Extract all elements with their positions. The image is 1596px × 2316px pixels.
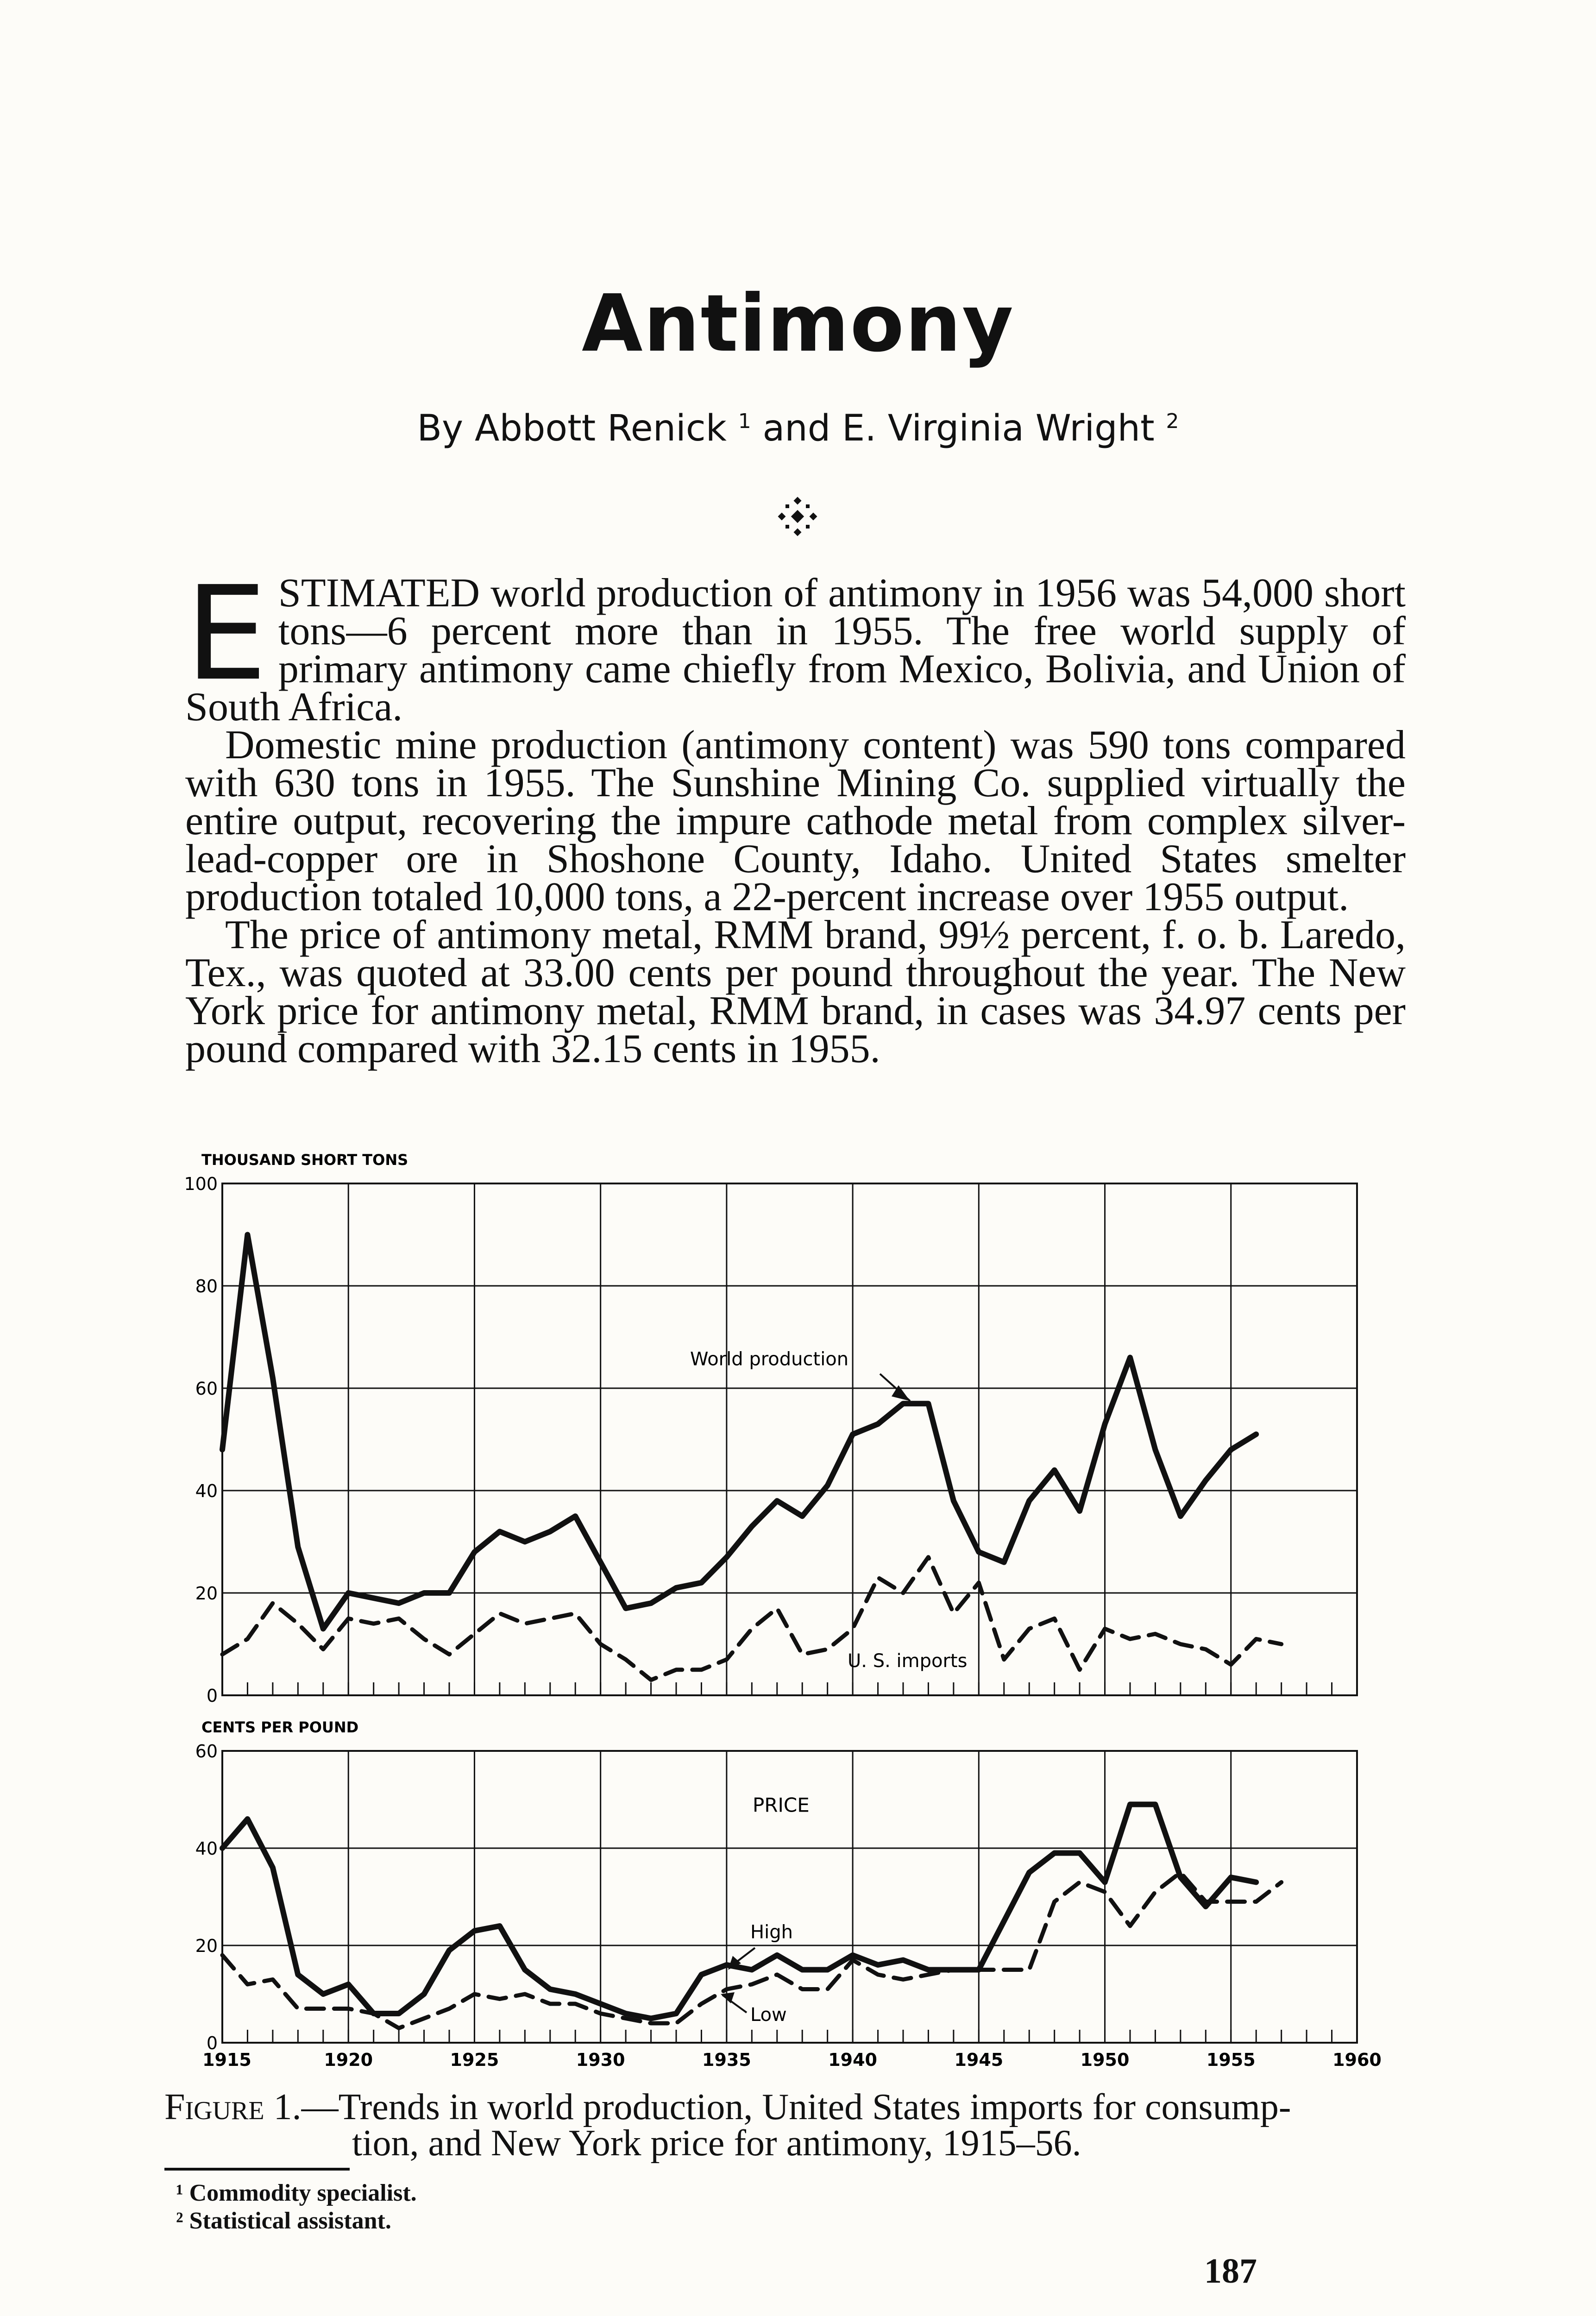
footnote-rule [164, 2168, 350, 2171]
footnote-ref-2: 2 [1166, 409, 1179, 433]
caption-line-1: —Trends in world production, United States imports for consump- [301, 2087, 1291, 2127]
figure-caption [164, 2087, 1401, 2164]
label-world-production: World production [690, 1348, 849, 1370]
x-tick-label: 1915 [202, 2050, 251, 2070]
label-us-imports: U. S. imports [848, 1650, 968, 1672]
x-tick-label: 1960 [1332, 2050, 1382, 2070]
caption-line-2: tion, and New York price for antimony, 1915–56. [352, 2123, 1081, 2164]
y-tick-label: 60 [195, 1378, 218, 1399]
label-high: High [750, 1921, 793, 1943]
page-number: 187 [1204, 2252, 1257, 2291]
y-tick-label: 0 [206, 1686, 218, 1706]
y-tick-label: 40 [195, 1481, 218, 1501]
x-tick-label: 1940 [828, 2050, 877, 2070]
chart-title-price: PRICE [753, 1794, 810, 1817]
y-tick-label: 40 [195, 1838, 218, 1859]
x-tick-label: 1935 [702, 2050, 751, 2070]
page-title: Antimony [582, 278, 1014, 370]
paragraph-3: The price of antimony metal, RMM brand, 99½ percent, f. o. b. Laredo, Tex., was quoted at 33.00 cents per pound throughout the year. The New York price for antimony metal, RMM brand, in cases was 34.97 cents per pound compared with 32.15 cents in 1955. [185, 913, 1406, 1071]
y-tick-label: 80 [195, 1276, 218, 1296]
y-axis-unit: CENTS PER POUND [201, 1718, 359, 1736]
footnote-1: ¹ Commodity specialist. [176, 2180, 417, 2206]
footnote-2: ² Statistical assistant. [176, 2208, 391, 2234]
label-low: Low [750, 2004, 787, 2026]
x-tick-label: 1955 [1206, 2050, 1256, 2070]
drop-cap: E [185, 559, 267, 710]
byline-and: and [762, 408, 831, 449]
paragraph-2: Domestic mine production (antimony content) was 590 tons compared with 630 tons in 1955. The Sunshine Mining Co. supplied virtually the entire output, recovering the impure cathode metal from complex silver-lead-copper ore in Shoshone County, Idaho. United States smelter production totaled 10,000 tons, a 22-percent increase over 1955 output. [185, 723, 1406, 919]
x-tick-label: 1920 [324, 2050, 373, 2070]
author-2: E. Virginia Wright [842, 408, 1155, 449]
x-tick-label: 1945 [954, 2050, 1004, 2070]
y-tick-label: 60 [195, 1741, 218, 1762]
y-tick-label: 0 [206, 2033, 218, 2053]
y-tick-label: 100 [184, 1174, 218, 1194]
byline-prefix: By [417, 408, 464, 449]
footnote-ref-1: 1 [738, 409, 751, 433]
x-tick-label: 1925 [450, 2050, 499, 2070]
y-axis-unit: THOUSAND SHORT TONS [201, 1151, 408, 1169]
series-line-u-s-imports [222, 1557, 1282, 1680]
figure-label: Figure 1. [164, 2087, 302, 2127]
series-line-world-production [222, 1235, 1256, 1629]
y-tick-label: 20 [195, 1583, 218, 1604]
y-tick-label: 20 [195, 1936, 218, 1956]
author-1: Abbott Renick [474, 408, 727, 449]
paragraph-1-text: STIMATED world production of antimony in 1956 was 54,000 short tons—6 percent more than in 1955. The free world supply of primary antimony came chiefly from Mexico, Bolivia, and Union of South Africa. [185, 571, 1406, 730]
x-tick-label: 1950 [1080, 2050, 1130, 2070]
footnotes [176, 2179, 417, 2235]
x-tick-label: 1930 [576, 2050, 625, 2070]
